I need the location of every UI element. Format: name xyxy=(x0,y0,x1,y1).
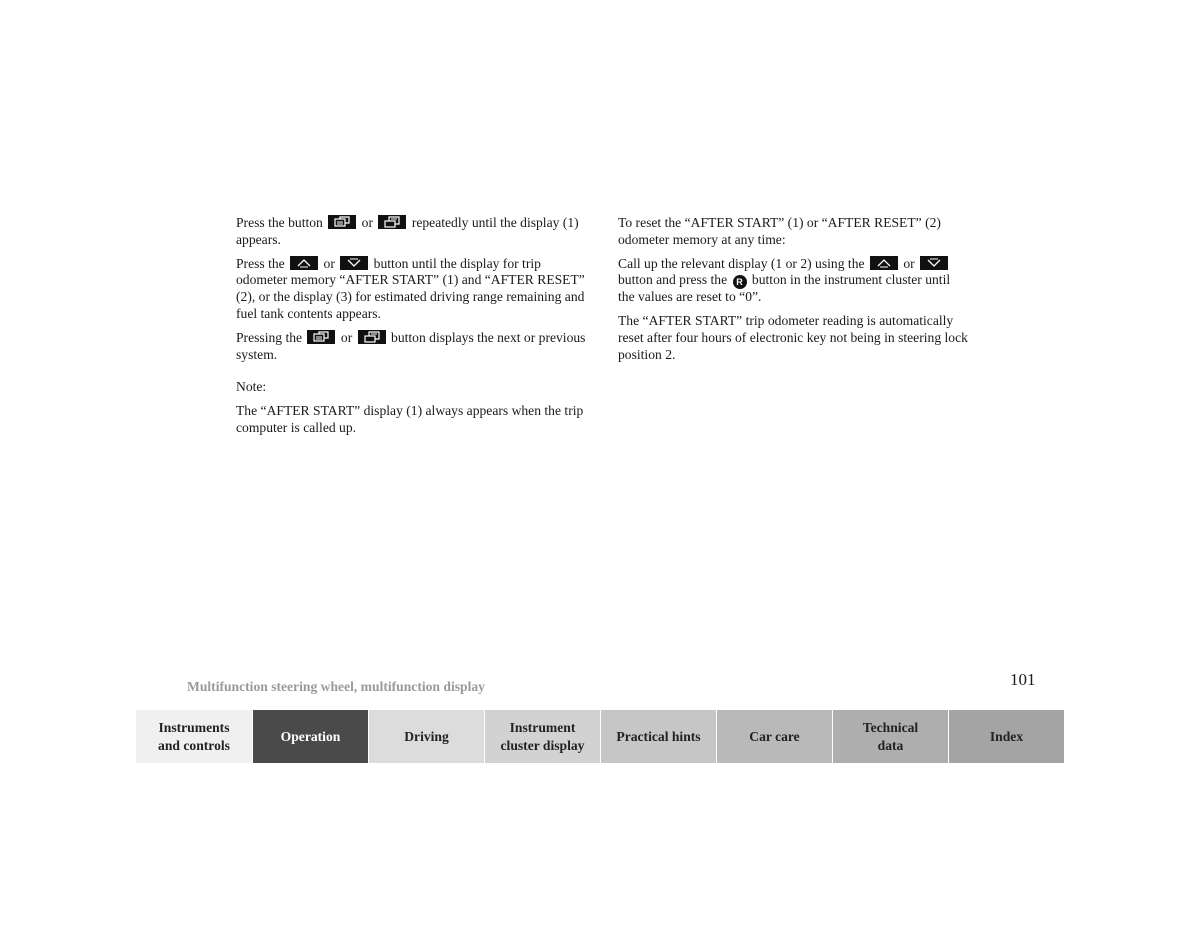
next-system-button-icon xyxy=(307,330,335,344)
left-column xyxy=(236,215,586,444)
tab-driving[interactable]: Driving xyxy=(368,710,484,763)
section-title: Multifunction steering wheel, multifunction display xyxy=(187,679,485,694)
tab-practical-hints[interactable]: Practical hints xyxy=(600,710,716,763)
note-label: Note: xyxy=(236,379,267,395)
tab-operation[interactable]: Operation xyxy=(252,710,368,763)
tab-car-care[interactable]: Car care xyxy=(716,710,832,763)
right-column xyxy=(618,215,970,371)
paragraph-select-system: Press the button or repeatedly until the display (1) appears. xyxy=(236,215,579,247)
tab-instruments-and-controls[interactable]: Instruments and controls xyxy=(136,710,252,763)
up-arrow-button-icon xyxy=(870,256,898,270)
paragraph-reset-steps: Call up the relevant display (1 or 2) using the or button and press the R button in the instrument cluster until the values are reset to “0”. xyxy=(618,255,951,305)
paragraph-reset-intro: To reset the “AFTER START” (1) or “AFTER RESET” (2) odometer memory at any time: xyxy=(618,215,941,247)
previous-system-button-icon xyxy=(358,330,386,344)
chapter-tabs xyxy=(136,710,1064,763)
previous-system-button-icon xyxy=(378,215,406,229)
paragraph-auto-reset: The “AFTER START” trip odometer reading is automatically reset after four hours of electronic key not being in steering lock position 2. xyxy=(618,313,968,362)
down-arrow-button-icon xyxy=(340,256,368,270)
note-text: The “AFTER START” display (1) always appears when the trip computer is called up. xyxy=(236,403,584,435)
tab-instrument-cluster-display[interactable]: Instrument cluster display xyxy=(484,710,600,763)
up-arrow-button-icon xyxy=(290,256,318,270)
paragraph-next-previous: Pressing the or button displays the next or previous system. xyxy=(236,329,586,362)
paragraph-trip-odometer: Press the or button until the display for trip odometer memory “AFTER START” (1) and “AFTER RESET” (2), or the display (3) for estimated driving range remaining and fuel tank contents appears. xyxy=(236,255,585,321)
reset-r-button-icon: R xyxy=(733,275,747,289)
next-system-button-icon xyxy=(328,215,356,229)
down-arrow-button-icon xyxy=(920,256,948,270)
page-number: 101 xyxy=(1010,670,1036,689)
tab-technical-data[interactable]: Technical data xyxy=(832,710,948,763)
tab-index[interactable]: Index xyxy=(948,710,1064,763)
